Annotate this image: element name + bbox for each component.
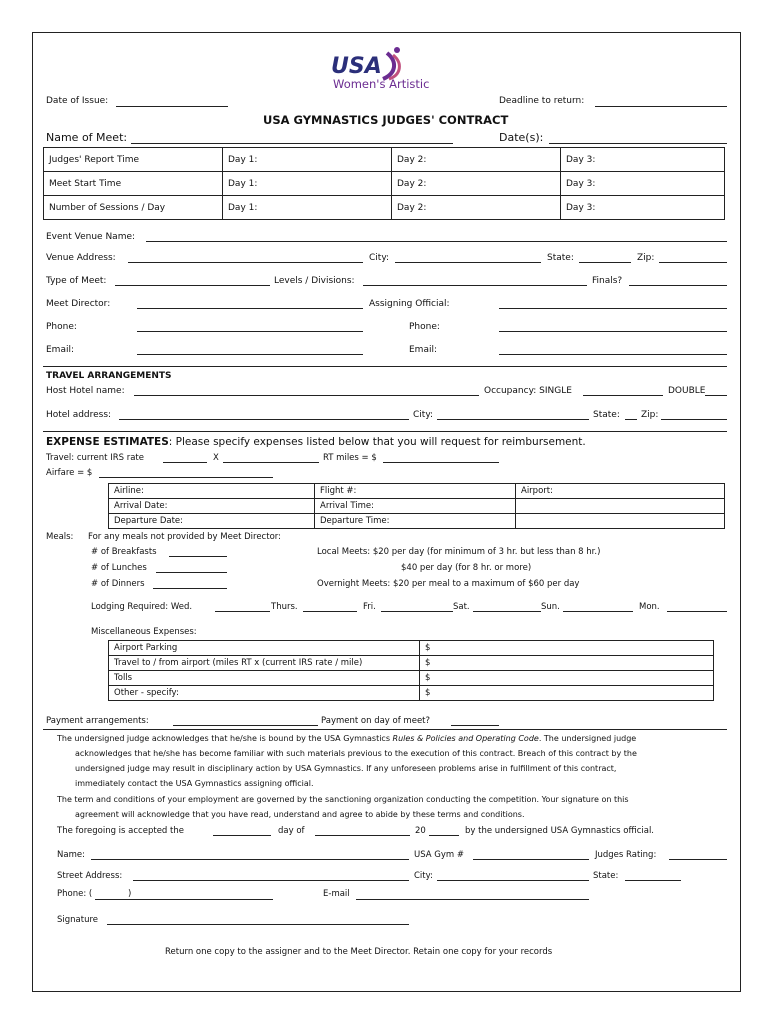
day2-cell[interactable]: Day 2: (392, 196, 561, 220)
hotel-zip-field[interactable] (661, 419, 727, 420)
misc-amount[interactable]: $ (420, 641, 714, 656)
assigning-official-label: Assigning Official: (369, 299, 450, 309)
hotel-city-field[interactable] (437, 419, 589, 420)
accepted-day-field[interactable] (213, 835, 271, 836)
breakfasts-field[interactable] (169, 556, 227, 557)
meet-director-field[interactable] (137, 308, 363, 309)
misc-item: Other - specify: (109, 686, 420, 701)
flight-cell[interactable]: Flight #: (315, 484, 516, 499)
venue-zip-field[interactable] (659, 262, 727, 263)
deadline-label: Deadline to return: (499, 96, 585, 106)
signer-phone-label: Phone: ( (57, 889, 93, 899)
schedule-label: Number of Sessions / Day (44, 196, 223, 220)
misc-item: Travel to / from airport (miles RT x (current IRS rate / mile) (109, 656, 420, 671)
payment-day-of-label: Payment on day of meet? (321, 716, 431, 726)
hotel-state-field[interactable] (625, 419, 637, 420)
day3-cell[interactable]: Day 3: (561, 148, 725, 172)
dinners-field[interactable] (153, 588, 227, 589)
hotel-city-label: City: (413, 410, 434, 420)
logo-subtitle: Women's Artistic (333, 77, 430, 91)
irs-rate-field[interactable] (163, 462, 207, 463)
signer-city-field[interactable] (437, 880, 589, 881)
flight-cell[interactable]: Departure Time: (315, 514, 516, 529)
levels-label: Levels / Divisions: (274, 276, 355, 286)
table-row (109, 656, 714, 671)
legal-line-4: immediately contact the USA Gymnastics assigning official. (75, 779, 314, 788)
name-of-meet-field[interactable] (131, 143, 453, 144)
undersigned-label: by the undersigned USA Gymnastics official. (465, 826, 655, 836)
day3-cell[interactable]: Day 3: (561, 196, 725, 220)
name-of-meet-label: Name of Meet: (46, 131, 128, 144)
hotel-address-field[interactable] (119, 419, 409, 420)
expense-heading: EXPENSE ESTIMATES (46, 436, 169, 448)
usa-gymnastics-logo (331, 43, 451, 93)
flight-cell[interactable]: Airport: (516, 484, 725, 499)
legal-text: . The undersigned judge (538, 734, 637, 743)
lodging-sat-label: Sat. (453, 602, 470, 612)
finals-label: Finals? (592, 276, 623, 286)
flight-cell[interactable]: Arrival Time: (315, 499, 516, 514)
day1-cell[interactable]: Day 1: (223, 172, 392, 196)
misc-amount[interactable]: $ (420, 686, 714, 701)
section-divider (43, 729, 727, 730)
table-row (44, 172, 725, 196)
date-of-issue-field[interactable] (116, 106, 228, 107)
occupancy-single-label: Occupancy: SINGLE (484, 386, 572, 396)
deadline-field[interactable] (595, 106, 727, 107)
venue-state-field[interactable] (579, 262, 631, 263)
signer-phone-field[interactable] (95, 899, 273, 900)
table-row (109, 514, 725, 529)
usa-gym-field[interactable] (473, 859, 589, 860)
misc-label: Miscellaneous Expenses: (91, 627, 197, 637)
hotel-address-label: Hotel address: (46, 410, 112, 420)
signer-email-field[interactable] (356, 899, 589, 900)
lodging-mon-label: Mon. (639, 602, 660, 612)
event-venue-field[interactable] (146, 241, 727, 242)
venue-city-field[interactable] (395, 262, 541, 263)
airfare-field[interactable] (99, 477, 273, 478)
legal-rules-title: Rules & Policies and Operating Code (392, 734, 539, 743)
phone-label: Phone: (46, 322, 77, 332)
email-field[interactable] (137, 354, 363, 355)
table-row (44, 196, 725, 220)
flight-table (108, 483, 725, 529)
contract-title: USA GYMNASTICS JUDGES' CONTRACT (263, 113, 509, 127)
travel-heading: TRAVEL ARRANGEMENTS (46, 371, 172, 381)
finals-field[interactable] (629, 285, 727, 286)
expense-intro: : Please specify expenses listed below that you will request for reimbursement. (168, 436, 586, 448)
schedule-label: Judges' Report Time (44, 148, 223, 172)
lodging-sun-label: Sun. (541, 602, 560, 612)
phone2-label: Phone: (409, 322, 440, 332)
lodging-fri-field[interactable] (381, 611, 453, 612)
email2-label: Email: (409, 345, 438, 355)
signer-state-label: State: (593, 871, 619, 881)
footer-note: Return one copy to the assigner and to the Meet Director. Retain one copy for your records (165, 947, 553, 957)
signer-city-label: City: (414, 871, 433, 881)
table-row (109, 686, 714, 701)
lodging-thurs-field[interactable] (303, 611, 357, 612)
judges-rating-label: Judges Rating: (595, 850, 657, 860)
flight-cell[interactable] (516, 514, 725, 529)
lodging-wed-field[interactable] (215, 611, 270, 612)
signature-field[interactable] (107, 924, 409, 925)
street-address-label: Street Address: (57, 871, 123, 881)
travel-rate-label: Travel: current IRS rate (46, 453, 144, 463)
lodging-thurs-label: Thurs. (271, 602, 298, 612)
table-row (109, 484, 725, 499)
lunches-label: # of Lunches (91, 563, 147, 573)
venue-state-label: State: (547, 253, 574, 263)
table-row (109, 671, 714, 686)
dates-label: Date(s): (499, 131, 544, 144)
accepted-year-field[interactable] (429, 835, 459, 836)
breakfasts-label: # of Breakfasts (91, 547, 157, 557)
lunches-field[interactable] (156, 572, 227, 573)
phone2-field[interactable] (499, 331, 727, 332)
day-of-label: day of (278, 826, 305, 836)
misc-amount[interactable]: $ (420, 656, 714, 671)
flight-cell[interactable] (516, 499, 725, 514)
signer-state-field[interactable] (625, 880, 681, 881)
legal-text: The undersigned judge acknowledges that he/she is bound by the USA Gymnastics (57, 734, 393, 743)
payment-arrangements-label: Payment arrangements: (46, 716, 149, 726)
payment-arrangements-field[interactable] (173, 725, 318, 726)
venue-address-label: Venue Address: (46, 253, 116, 263)
day1-cell[interactable]: Day 1: (223, 148, 392, 172)
signer-phone-paren: ) (128, 889, 132, 899)
email2-field[interactable] (499, 354, 727, 355)
judges-rating-field[interactable] (669, 859, 727, 860)
misc-table (108, 640, 714, 701)
legal-line-3: undersigned judge may result in disciplinary action by USA Gymnastics. If any unforeseen problems arise in fulfillment of this contract, (75, 764, 617, 773)
double-field[interactable] (705, 395, 727, 396)
day3-cell[interactable]: Day 3: (561, 172, 725, 196)
airfare-label: Airfare = $ (46, 468, 93, 478)
day2-cell[interactable]: Day 2: (392, 172, 561, 196)
accepted-label: The foregoing is accepted the (57, 826, 184, 836)
signature-label: Signature (57, 915, 99, 925)
contract-page (32, 32, 741, 992)
table-row (44, 148, 725, 172)
double-label: DOUBLE (668, 386, 706, 396)
day2-cell[interactable]: Day 2: (392, 148, 561, 172)
street-address-field[interactable] (133, 880, 409, 881)
local-rate: Local Meets: $20 per day (for minimum of 3 hr. but less than 8 hr.) (317, 547, 601, 557)
lodging-sun-field[interactable] (563, 611, 633, 612)
meals-note: For any meals not provided by Meet Director: (88, 532, 281, 542)
travel-total-field[interactable] (383, 462, 499, 463)
lodging-fri-label: Fri. (363, 602, 376, 612)
misc-item: Airport Parking (109, 641, 420, 656)
assigning-official-field[interactable] (499, 308, 727, 309)
misc-item: Tolls (109, 671, 420, 686)
rt-miles-label: RT miles = $ (323, 453, 377, 463)
date-of-issue-label: Date of Issue: (46, 96, 109, 106)
accepted-month-field[interactable] (315, 835, 410, 836)
table-row (109, 641, 714, 656)
misc-amount[interactable]: $ (420, 671, 714, 686)
venue-address-field[interactable] (128, 262, 363, 263)
rt-miles-field[interactable] (223, 462, 319, 463)
event-venue-label: Event Venue Name: (46, 232, 136, 242)
meals-label: Meals: (46, 532, 74, 542)
phone-field[interactable] (137, 331, 363, 332)
usa-gym-label: USA Gym # (414, 850, 465, 860)
legal-line-6: agreement will acknowledge that you have read, understand and agree to abide by these terms and conditions. (75, 810, 525, 819)
schedule-label: Meet Start Time (44, 172, 223, 196)
times-label: X (213, 453, 219, 463)
hotel-zip-label: Zip: (641, 410, 659, 420)
email-label: Email: (46, 345, 75, 355)
flight-cell[interactable]: Airline: (109, 484, 315, 499)
legal-line-5: The term and conditions of your employment are governed by the sanctioning organization conducting the competition. Your signature on this (57, 795, 629, 804)
name-label: Name: (57, 850, 85, 860)
levels-field[interactable] (363, 285, 587, 286)
signer-email-label: E-mail (323, 889, 350, 899)
svg-text:USA: USA (331, 54, 382, 79)
section-divider (43, 366, 727, 367)
table-row (109, 499, 725, 514)
name-field[interactable] (91, 859, 409, 860)
day1-cell[interactable]: Day 1: (223, 196, 392, 220)
overnight-rate: Overnight Meets: $20 per meal to a maximum of $60 per day (317, 579, 580, 589)
dinners-label: # of Dinners (91, 579, 145, 589)
local-rate-full-day: $40 per day (for 8 hr. or more) (401, 563, 532, 573)
flight-cell[interactable]: Arrival Date: (109, 499, 315, 514)
expense-heading-row (46, 436, 586, 448)
legal-line-1 (57, 734, 636, 743)
venue-city-label: City: (369, 253, 390, 263)
type-of-meet-field[interactable] (115, 285, 270, 286)
lodging-label: Lodging Required: Wed. (91, 602, 193, 612)
host-hotel-field[interactable] (134, 395, 479, 396)
legal-line-2: acknowledges that he/she has become familiar with such materials previous to the execution of this contract. Breach of this contract by the (75, 749, 637, 758)
type-of-meet-label: Type of Meet: (46, 276, 107, 286)
year-prefix: 20 (415, 826, 426, 836)
lodging-mon-field[interactable] (667, 611, 727, 612)
single-field[interactable] (583, 395, 663, 396)
meet-director-label: Meet Director: (46, 299, 111, 309)
schedule-table (43, 147, 725, 220)
section-divider (43, 431, 727, 432)
payment-day-of-field[interactable] (451, 725, 499, 726)
dates-field[interactable] (549, 143, 727, 144)
flight-cell[interactable]: Departure Date: (109, 514, 315, 529)
venue-zip-label: Zip: (637, 253, 655, 263)
lodging-sat-field[interactable] (473, 611, 541, 612)
hotel-state-label: State: (593, 410, 620, 420)
host-hotel-label: Host Hotel name: (46, 386, 125, 396)
